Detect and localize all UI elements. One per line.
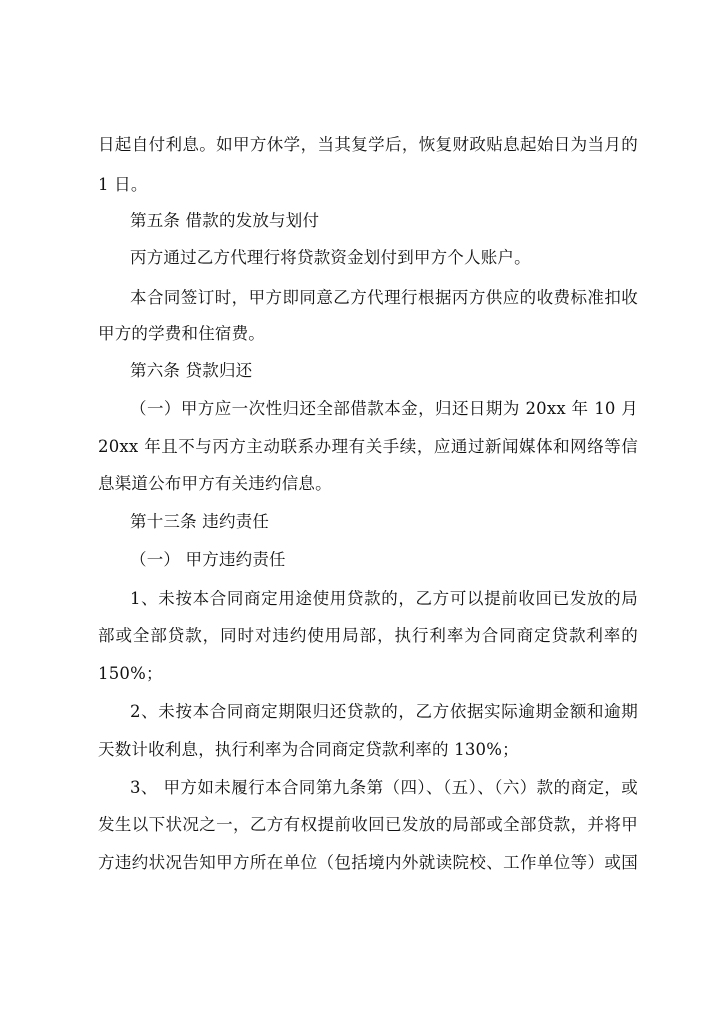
body-text-line: 1、未按本合同商定用途使用贷款的，乙方可以提前收回已发放的局	[130, 589, 638, 608]
body-text-line: 2、未按本合同商定期限归还贷款的，乙方依据实际逾期金额和逾期	[130, 702, 638, 721]
body-text-line: 丙方通过乙方代理行将贷款资金划付到甲方个人账户。	[130, 248, 531, 267]
article-heading: 第十三条 违约责任	[130, 512, 270, 531]
body-text-line: 本合同签订时，甲方即同意乙方代理行根据丙方供应的收费标准扣收	[130, 288, 638, 307]
article-heading: 第六条 贷款归还	[130, 361, 253, 380]
body-text-line: 1 日。	[98, 175, 148, 194]
body-text-line: 3、 甲方如未履行本合同第九条第（四）、（五）、（六）款的商定，或	[130, 778, 638, 797]
body-text-line: 息渠道公布甲方有关违约信息。	[98, 474, 332, 493]
body-text-line: 150%；	[98, 664, 163, 683]
article-heading: 第五条 借款的发放与划付	[130, 211, 320, 230]
body-text-line: 发生以下状况之一，乙方有权提前收回已发放的局部或全部贷款，并将甲	[98, 815, 638, 834]
body-text-line: 方违约状况告知甲方所在单位（包括境内外就读院校、工作单位等）或国	[98, 853, 638, 872]
body-text-line: 20xx 年且不与丙方主动联系办理有关手续，应通过新闻媒体和网络等信	[98, 437, 638, 456]
body-text-line: 天数计收利息，执行利率为合同商定贷款利率的 130%；	[98, 740, 519, 759]
section-heading: （一） 甲方违约责任	[130, 550, 286, 569]
body-text-line: 日起自付利息。如甲方休学，当其复学后，恢复财政贴息起始日为当月的	[98, 135, 638, 154]
body-text-line: （一）甲方应一次性归还全部借款本金，归还日期为 20xx 年 10 月	[130, 399, 638, 418]
body-text-line: 甲方的学费和住宿费。	[98, 324, 265, 343]
body-text-line: 部或全部贷款，同时对违约使用局部，执行利率为合同商定贷款利率的	[98, 626, 638, 645]
